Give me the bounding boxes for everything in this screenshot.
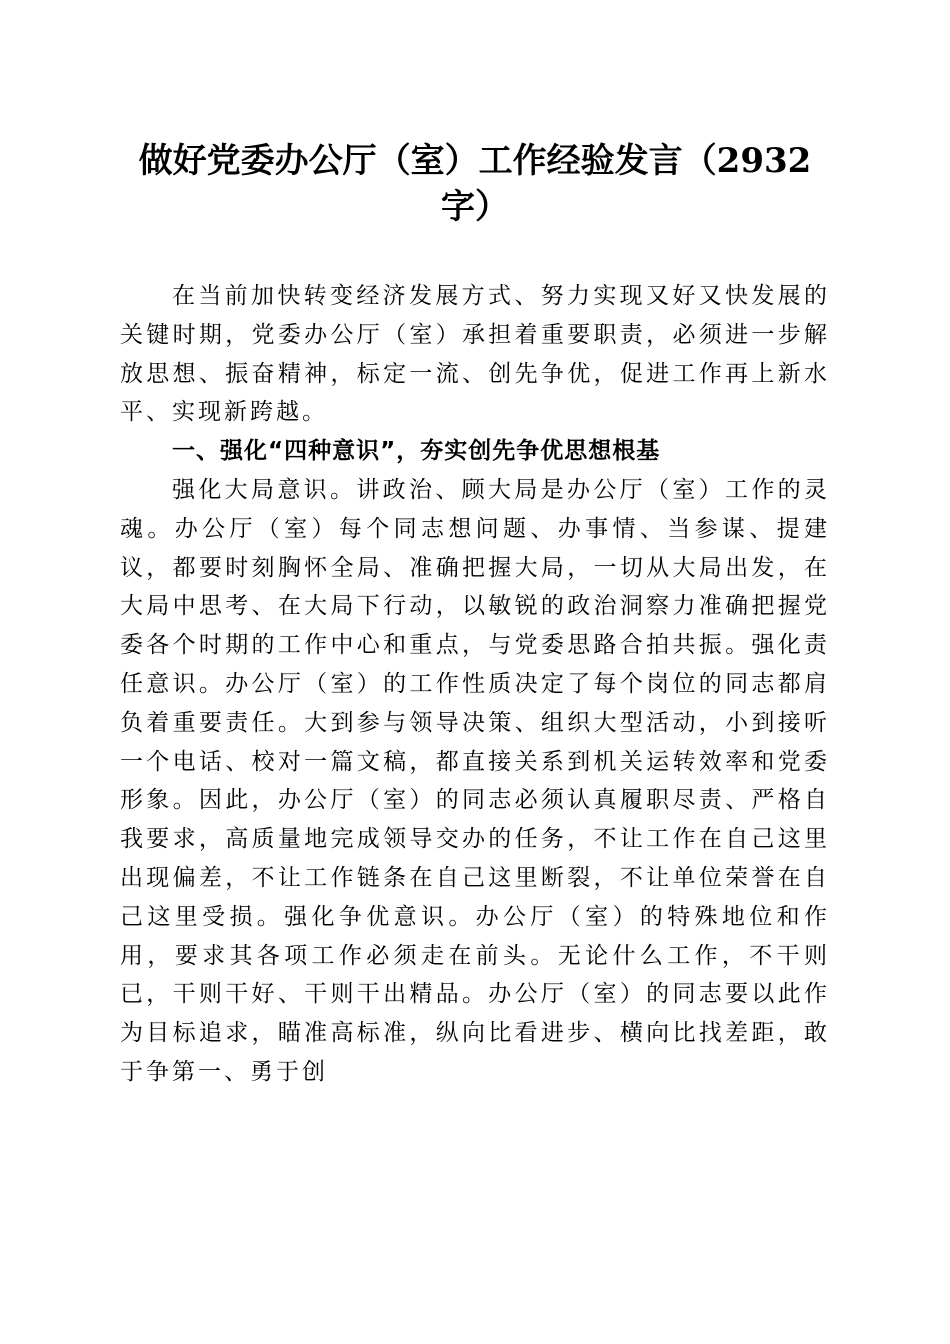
document-body	[120, 277, 830, 1092]
document-title: 做好党委办公厅（室）工作经验发言（2932字）	[138, 141, 812, 227]
intro-paragraph: 在当前加快转变经济发展方式、努力实现又好又快发展的关键时期，党委办公厅（室）承担着重要职责，必须进一步解放思想、振奋精神，标定一流、创先争优，促进工作再上新水平、实现新跨越。	[120, 283, 830, 426]
body-paragraph: 强化大局意识。讲政治、顾大局是办公厅（室）工作的灵魂。办公厅（室）每个同志想问题、办事情、当参谋、提建议，都要时刻胸怀全局、准确把握大局，一切从大局出发，在大局中思考、在大局下行动，以敏锐的政治洞察力准确把握党委各个时期的工作中心和重点，与党委思路合拍共振。强化责任意识。办公厅（室）的工作性质决定了每个岗位的同志都肩负着重要责任。大到参与领导决策、组织大型活动，小到接听一个电话、校对一篇文稿，都直接关系到机关运转效率和党委形象。因此，办公厅（室）的同志必须认真履职尽责、严格自我要求，高质量地完成领导交办的任务，不让工作在自己这里出现偏差，不让工作链条在自己这里断裂，不让单位荣誉在自己这里受损。强化争优意识。办公厅（室）的特殊地位和作用，要求其各项工作必须走在前头。无论什么工作，不干则已，干则干好、干则干出精品。办公厅（室）的同志要以此作为目标追求，瞄准高标准，纵向比看进步、横向比找差距，敢于争第一、勇于创	[120, 476, 830, 1085]
section-heading: 一、强化“四种意识”，夯实创先争优思想根基	[172, 438, 661, 465]
